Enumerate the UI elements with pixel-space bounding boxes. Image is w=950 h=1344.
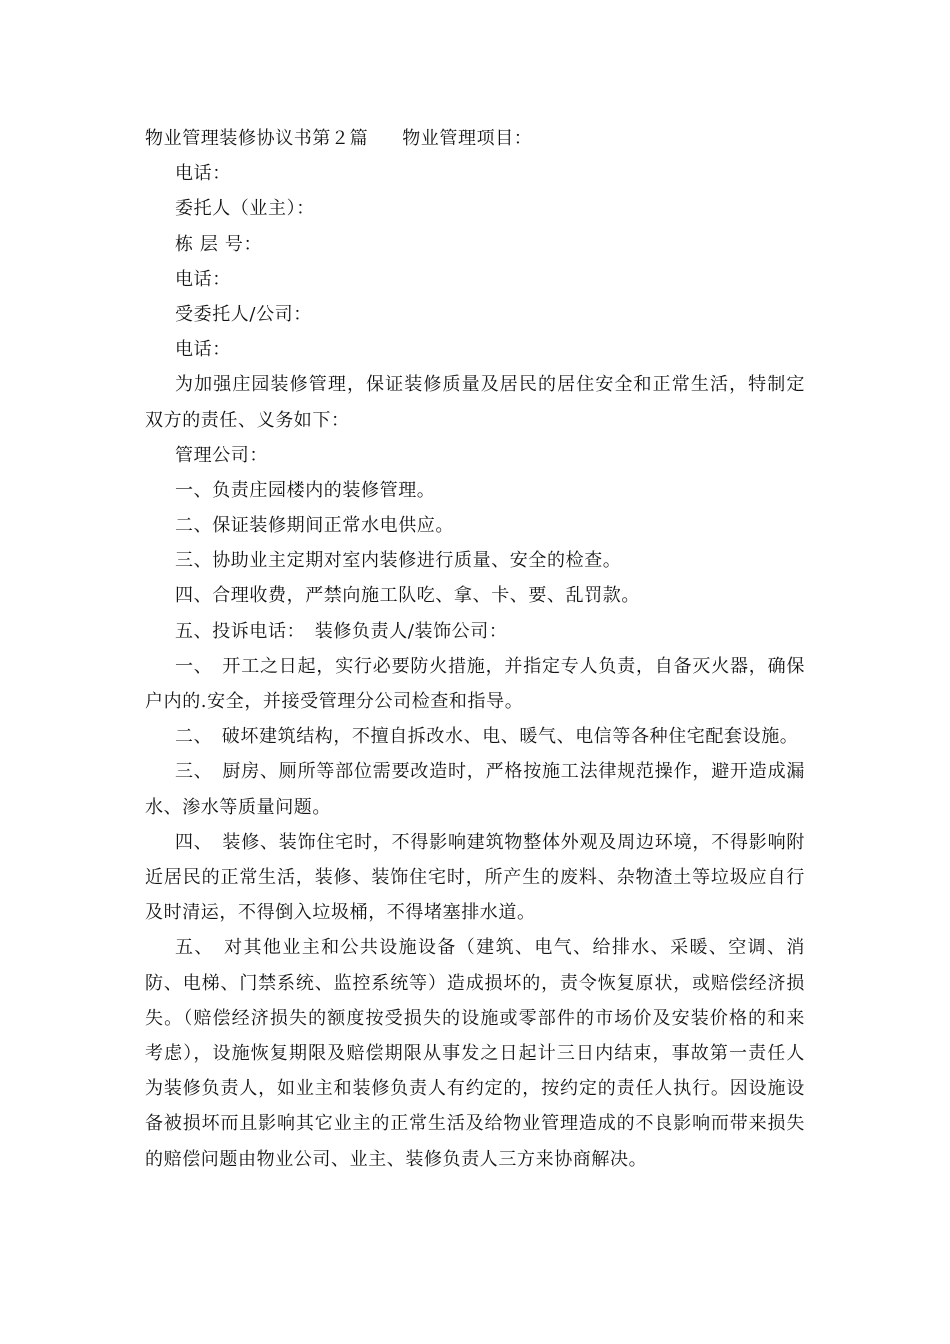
document-title: 物业管理装修协议书第２篇 [145,128,369,149]
management-item-3: 三、协助业主定期对室内装修进行质量、安全的检查。 [175,550,622,572]
phone-line-1: 电话： [175,163,231,185]
document-body [145,121,805,1177]
client-line: 委托人（业主）： [175,198,315,220]
management-item-4: 四、合理收费，严禁向施工队吃、拿、卡、要、乱罚款。 [175,585,640,607]
phone-line-2: 电话： [175,268,231,290]
intro-paragraph: 为加强庄园装修管理，保证装修质量及居民的居住安全和正常生活，特制定双方的责任、义务如下： [145,374,805,431]
contractor-item-2: 二、 破坏建筑结构，不擅自拆改水、电、暖气、电信等各种住宅配套设施。 [175,726,799,748]
contractor-item-4: 四、 装修、装饰住宅时，不得影响建筑物整体外观及周边环境，不得影响附近居民的正常生活，装修、装饰住宅时，所产生的废料、杂物渣土等垃圾应自行及时清运，不得倒入垃圾桶，不得堵塞排水道。 [145,831,805,924]
contractor-company-line: 受委托人/公司： [175,303,312,325]
title-line [145,121,805,156]
contractor-item-1: 一、 开工之日起，实行必要防火措施，并指定专人负责，自备灭火器，确保户内的.安全，并接受管理分公司检查和指导。 [145,655,805,713]
management-heading: 管理公司： [175,444,268,466]
phone-line-3: 电话： [175,339,231,361]
contractor-item-5: 五、 对其他业主和公共设施设备（建筑、电气、给排水、采暖、空调、消防、电梯、门禁系统、监控系统等）造成损坏的，责令恢复原状，或赔偿经济损失。（赔偿经济损失的额度按受损失的设施或零部件的市场价及安装价格的和来考虑），设施恢复期限及赔偿期限从事发之日起计三日内结束，事故第一责任人为装修负责人，如业主和装修负责人有约定的，按约定的责任人执行。因设施设备被损坏而且影响其它业主的正常生活及给物业管理造成的不良影响而带来损失的赔偿问题由物业公司、业主、装修负责人三方来协商解决。 [145,937,805,1170]
contractor-item-3: 三、 厨房、厕所等部位需要改造时，严格按施工法律规范操作，避开造成漏水、渗水等质量问题。 [145,761,805,818]
management-item-1: 一、负责庄园楼内的装修管理。 [175,479,436,501]
management-item-2: 二、保证装修期间正常水电供应。 [175,515,454,537]
building-floor-number-line: 栋 层 号： [175,233,263,255]
project-label: 物业管理项目： [402,128,533,149]
management-item-5: 五、投诉电话： 装修负责人/装饰公司： [175,620,508,642]
